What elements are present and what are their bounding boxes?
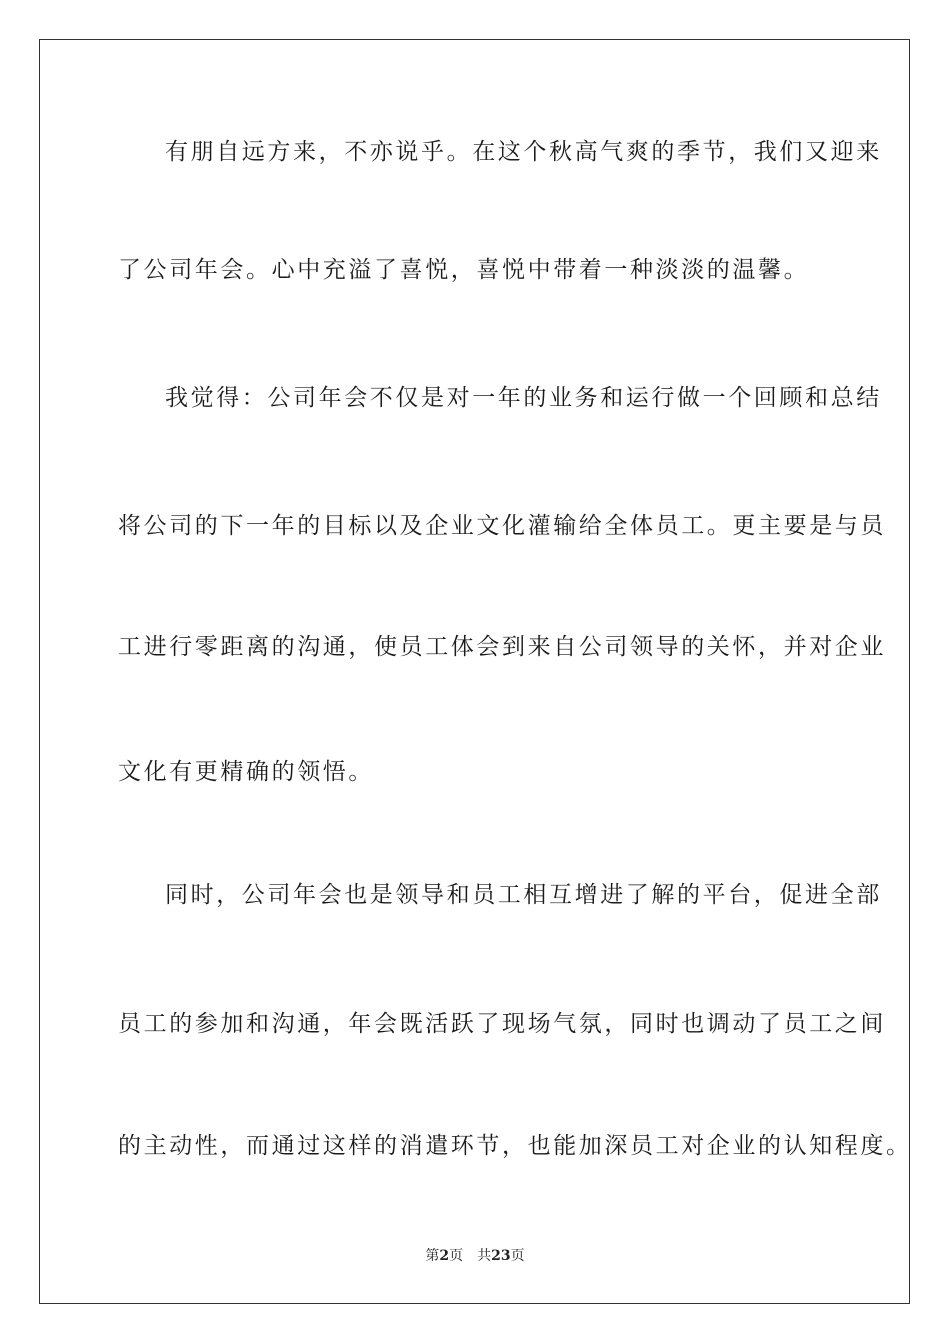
- page-suffix: 页: [449, 1248, 464, 1264]
- total-prefix: 共: [477, 1248, 492, 1264]
- text-line: 我觉得：公司年会不仅是对一年的业务和运行做一个回顾和总结: [165, 385, 882, 411]
- total-suffix: 页: [510, 1248, 525, 1264]
- text-line: 工进行零距离的沟通，使员工体会到来自公司领导的关怀，并对企业: [118, 634, 886, 660]
- text-line: 了公司年会。心中充溢了喜悦，喜悦中带着一种淡淡的温馨。: [118, 257, 810, 283]
- text-line: 的主动性，而通过这样的消遣环节，也能加深员工对企业的认知程度。: [118, 1133, 912, 1159]
- text-line: 有朋自远方来，不亦说乎。在这个秋高气爽的季节，我们又迎来: [165, 139, 882, 165]
- text-line: 员工的参加和沟通，年会既活跃了现场气氛，同时也调动了员工之间: [118, 1011, 886, 1037]
- text-line: 文化有更精确的领悟。: [118, 759, 374, 785]
- page-footer: [0, 1247, 950, 1265]
- total-pages: 23: [491, 1248, 511, 1264]
- page-border: [39, 39, 910, 1304]
- page-prefix: 第: [425, 1248, 440, 1264]
- page-number: 2: [439, 1248, 450, 1264]
- text-line: 同时，公司年会也是领导和员工相互增进了解的平台，促进全部: [165, 882, 882, 908]
- text-line: 将公司的下一年的目标以及企业文化灌输给全体员工。更主要是与员: [118, 513, 886, 539]
